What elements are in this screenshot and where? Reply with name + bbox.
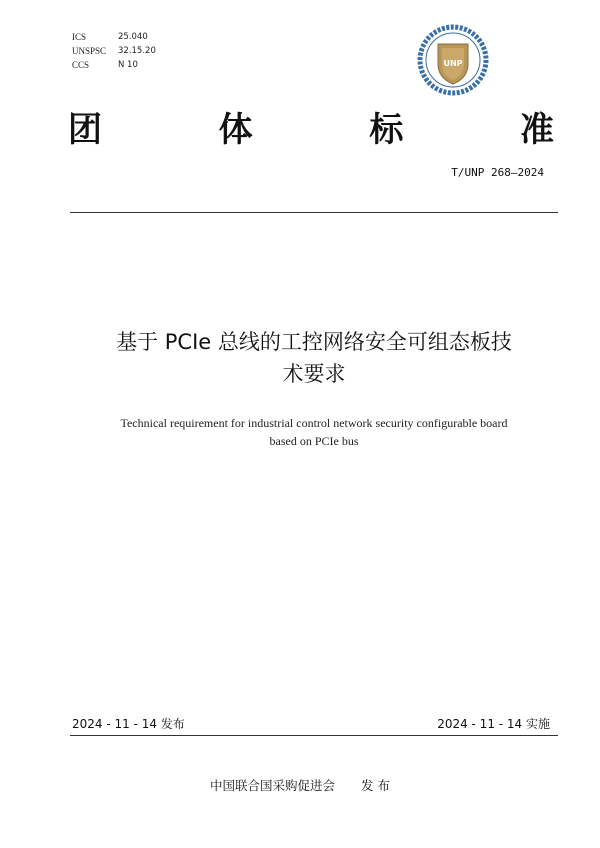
classification-label: ICS [72,32,87,42]
publisher-org: 中国联合国采购促进会 [210,778,336,793]
title-chinese-line: 术要求 [282,362,346,386]
title-english-line: based on PCIe bus [269,434,359,448]
logo-text: UNP [443,59,463,68]
classification-value: 32.15.20 [118,46,156,56]
title-english [60,414,568,450]
publish-date: 2024 - 11 - 14 发布 [72,717,185,731]
classification-label: UNSPSC [72,46,107,56]
classification-row-ics [72,30,156,44]
standard-type-char: 体 [218,110,253,150]
title-english-line: Technical requirement for industrial control network security configurable board [120,416,508,430]
standard-number: T/UNP 268—2024 [451,166,544,179]
classification-codes [72,30,156,72]
classification-label: CCS [72,60,90,70]
header-divider [70,212,558,213]
classification-row-ccs [72,58,156,72]
footer-divider [70,735,558,736]
classification-value: N 10 [118,60,138,70]
implement-date: 2024 - 11 - 14 实施 [437,717,550,731]
publisher-line [0,776,600,794]
classification-row-unspsc [72,44,156,58]
publisher-action: 发 布 [361,778,390,793]
classification-value: 25.040 [118,32,148,42]
title-chinese [60,326,568,390]
standard-type-char: 标 [369,110,404,150]
title-chinese-line: 基于 PCIe 总线的工控网络安全可组态板技 [116,330,512,354]
standard-type-char: 团 [68,110,102,150]
unp-logo-icon [414,24,492,96]
standard-type-heading [68,108,554,152]
standard-type-char: 准 [519,110,554,150]
